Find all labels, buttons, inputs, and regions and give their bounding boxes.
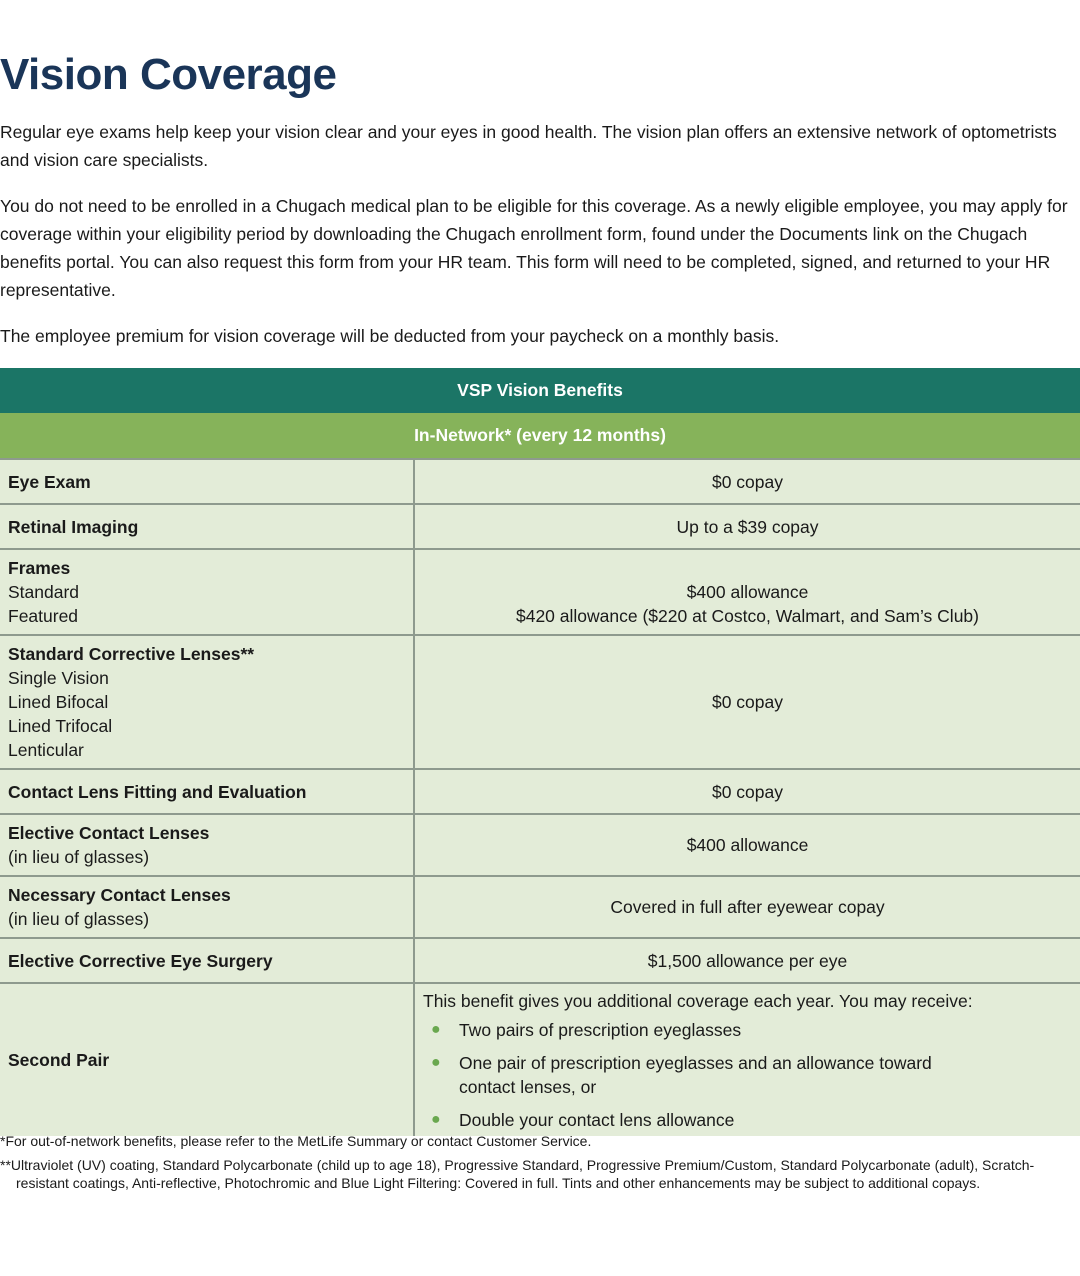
table-row: [0, 549, 1080, 635]
table-row: [0, 876, 1080, 938]
row-value-cell: [414, 549, 1080, 635]
row-value: $0 copay: [414, 459, 1080, 504]
list-item-text: One pair of prescription eyeglasses and an allowance toward contact lenses, or: [459, 1053, 932, 1097]
row-sublabel: (in lieu of glasses): [8, 847, 150, 867]
row-label: Second Pair: [0, 983, 414, 1136]
row-label: Eye Exam: [0, 459, 414, 504]
row-label: Elective Contact Lenses: [8, 823, 210, 843]
table-row: [0, 635, 1080, 769]
row-sublabel: Standard: [8, 582, 80, 602]
table-subheader: In-Network* (every 12 months): [0, 413, 1080, 458]
bullet-icon: ●: [431, 1021, 441, 1038]
table-header: VSP Vision Benefits: [0, 368, 1080, 413]
bullet-icon: ●: [431, 1111, 441, 1128]
row-sublabel: Lenticular: [8, 740, 84, 760]
row-label: Retinal Imaging: [0, 504, 414, 549]
row-label: Necessary Contact Lenses: [8, 885, 231, 905]
footnote: **Ultraviolet (UV) coating, Standard Polycarbonate (child up to age 18), Progressive Standard, Progressive Premium/Custom, Standard Polycarbonate (adult), Scratch-resistant coatings, Anti-reflective, Photochromic and Blue Light Filtering: Covered in full. Tints and other enhancements may be subject to additional copays.: [0, 1157, 1035, 1191]
intro-text: [0, 118, 1078, 368]
row-label-cell: [0, 876, 414, 938]
row-value: $0 copay: [414, 635, 1080, 769]
row-label: Frames: [8, 558, 71, 578]
row-sublabel: Lined Bifocal: [8, 692, 109, 712]
row-label-cell: [0, 635, 414, 769]
list-item-text: Double your contact lens allowance: [459, 1110, 735, 1130]
second-pair-intro: This benefit gives you additional coverage each year. You may receive:: [423, 991, 973, 1011]
row-label-cell: [0, 549, 414, 635]
table-row: [0, 983, 1080, 1136]
row-value: $0 copay: [414, 769, 1080, 814]
row-sublabel: Single Vision: [8, 668, 109, 688]
bullet-icon: ●: [431, 1054, 441, 1071]
row-label-cell: [0, 814, 414, 876]
row-sublabel: Featured: [8, 606, 79, 626]
row-sublabel: (in lieu of glasses): [8, 909, 150, 929]
table-row: [0, 459, 1080, 504]
row-sublabel: Lined Trifocal: [8, 716, 113, 736]
row-value: $400 allowance: [414, 814, 1080, 876]
intro-paragraph: You do not need to be enrolled in a Chugach medical plan to be eligible for this coverage. As a newly eligible employee, you may apply for coverage within your eligibility period by downloading the Chugach enrollment form, found under the Documents link on the Chugach benefits portal. You can also request this form from your HR team. This form will need to be completed, signed, and returned to your HR representative.: [0, 196, 1068, 300]
benefits-grid: [0, 458, 1080, 1136]
row-value: Covered in full after eyewear copay: [414, 876, 1080, 938]
row-value: $1,500 allowance per eye: [414, 938, 1080, 983]
list-item: [423, 1108, 1072, 1132]
row-value: $400 allowance: [686, 582, 809, 602]
footnote: *For out-of-network benefits, please refer to the MetLife Summary or contact Customer Service.: [0, 1133, 592, 1149]
list-item-text: Two pairs of prescription eyeglasses: [459, 1020, 742, 1040]
footnotes: [0, 1130, 1072, 1192]
row-label: Standard Corrective Lenses**: [8, 644, 255, 664]
intro-paragraph: The employee premium for vision coverage will be deducted from your paycheck on a monthly basis.: [0, 326, 780, 346]
row-value: $420 allowance ($220 at Costco, Walmart, and Sam’s Club): [515, 606, 979, 626]
benefits-table: [0, 368, 1080, 1136]
table-row: [0, 769, 1080, 814]
intro-paragraph: Regular eye exams help keep your vision clear and your eyes in good health. The vision plan offers an extensive network of optometrists and vision care specialists.: [0, 122, 1057, 170]
list-item: [423, 1018, 1072, 1042]
row-value-cell: [414, 983, 1080, 1136]
table-row: [0, 814, 1080, 876]
row-label: Contact Lens Fitting and Evaluation: [0, 769, 414, 814]
table-row: [0, 938, 1080, 983]
page-title: Vision Coverage: [0, 50, 337, 99]
list-item: [423, 1051, 1072, 1099]
second-pair-list: [423, 1018, 1072, 1132]
row-label: Elective Corrective Eye Surgery: [0, 938, 414, 983]
row-value: Up to a $39 copay: [414, 504, 1080, 549]
table-row: [0, 504, 1080, 549]
